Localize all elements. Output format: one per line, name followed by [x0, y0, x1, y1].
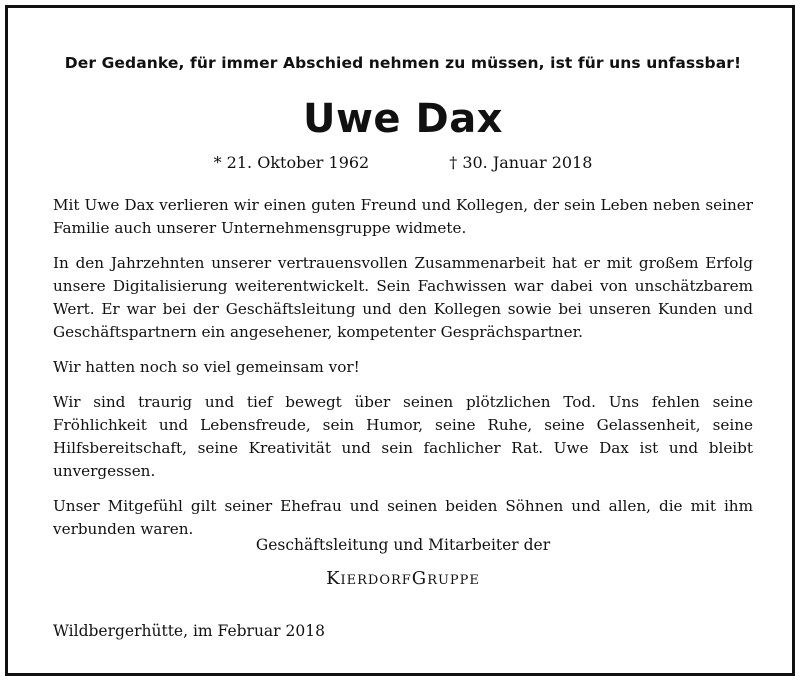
- company-name: KierdorfGruppe: [326, 568, 480, 589]
- headline: Der Gedanke, für immer Abschied nehmen zu müssen, ist für uns unfassbar!: [64, 54, 742, 72]
- place-and-date: Wildbergerhütte, im Februar 2018: [53, 622, 325, 640]
- obituary-notice: [5, 5, 795, 676]
- birth-date: * 21. Oktober 1962: [213, 153, 370, 172]
- paragraph: In den Jahrzehnten unserer vertrauensvollen Zusammenarbeit hat er mit großem Erfolg unsere Digitalisierung weiterentwickelt. Sein Fachwissen war dabei von unschätzbarem Wert. Er war bei der Geschäftsleitung und den Kollegen sowie bei unseren Kunden und Geschäftspartnern ein angesehener, kompetenter Gesprächspartner.: [53, 254, 753, 341]
- signature-line: Geschäftsleitung und Mitarbeiter der: [255, 536, 551, 554]
- paragraph: Wir hatten noch so viel gemeinsam vor!: [53, 358, 360, 376]
- notice-body: [53, 194, 753, 553]
- paragraph: Unser Mitgefühl gilt seiner Ehefrau und seinen beiden Söhnen und allen, die mit ihm verbunden waren.: [53, 497, 753, 538]
- paragraph: Mit Uwe Dax verlieren wir einen guten Freund und Kollegen, der sein Leben neben seiner Familie auch unserer Unternehmensgruppe widmete.: [53, 196, 753, 237]
- death-date: † 30. Januar 2018: [449, 153, 593, 172]
- life-dates: [53, 153, 753, 172]
- paragraph: Wir sind traurig und tief bewegt über seinen plötzlichen Tod. Uns fehlen seine Fröhlichkeit und Lebensfreude, sein Humor, seine Ruhe, seine Gelassenheit, seine Hilfsbereitschaft, seine Kreativität und sein fachlicher Rat. Uwe Dax ist und bleibt unvergessen.: [53, 393, 753, 480]
- deceased-name: Uwe Dax: [303, 96, 503, 142]
